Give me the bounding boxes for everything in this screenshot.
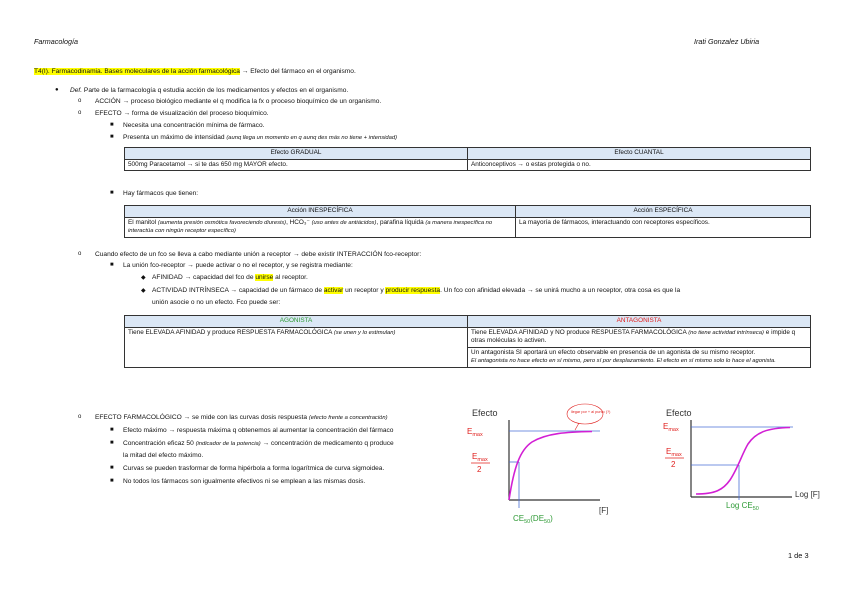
graph1-note-bubble bbox=[567, 404, 603, 424]
graph2-xlabel: Log [F] bbox=[795, 490, 820, 499]
graph1-half-top: $E_{max}$ bbox=[472, 452, 488, 463]
actividad-text-2: unión asocie o no un efecto. Fco puede ser: bbox=[152, 299, 281, 306]
agonista-text: Tiene ELEVADA AFINIDAD y produce RESPUESTA FARMACOLÓGICA bbox=[128, 328, 334, 336]
antagonista-note: (no tiene actividad intrínseca) bbox=[688, 329, 764, 336]
td-especifica: La mayoría de fármacos, interactuando con receptores específicos. bbox=[516, 217, 811, 237]
td-cuantal: Anticonceptivos → o estas protegida o no. bbox=[468, 159, 811, 171]
graph1-ce50: $CE_{50}(DE_{50})$ bbox=[513, 514, 553, 525]
bullet-square: ■ bbox=[110, 478, 114, 484]
graph2-half-bottom: 2 bbox=[671, 460, 676, 469]
ce50-label: Concentración eficaz 50 bbox=[123, 440, 196, 447]
bullet-square: ■ bbox=[110, 134, 114, 140]
hco3: , HCO₃⁻ bbox=[286, 218, 312, 226]
efecto-text: EFECTO → forma de visualización del proceso bioquímico. bbox=[95, 110, 269, 117]
table-gradual-cuantal bbox=[124, 147, 811, 171]
ce50-note: (indicador de la potencia) bbox=[195, 441, 261, 447]
bullet-diamond: ◆ bbox=[141, 288, 146, 294]
graph1-ylabel: Efecto bbox=[472, 408, 498, 418]
efecto-sub2 bbox=[123, 133, 397, 143]
union-text: La unión fco-receptor → puede activar o no el receptor, y se registra mediante: bbox=[123, 262, 353, 269]
efarm-item-1: Efecto máximo → respuesta máxima q obtenemos al aumentar la concentración del fármaco bbox=[123, 427, 394, 434]
table-agonista-antagonista bbox=[124, 315, 811, 368]
page-title bbox=[34, 67, 356, 76]
bullet-square: ■ bbox=[110, 262, 114, 268]
graph2-ce50: Log $CE_{50}$ bbox=[726, 501, 759, 512]
efarm-item-3: Curvas se pueden trasformar de forma hipérbola a forma logarítmica de curva sigmoidea. bbox=[123, 465, 385, 472]
graph2-half-top: $E_{max}$ bbox=[666, 447, 682, 458]
efarm-item-2 bbox=[123, 439, 394, 449]
antagonista-text: Tiene ELEVADA AFINIDAD y NO produce RESPUESTA FARMACOLÓGICA bbox=[471, 328, 689, 336]
graph2-ylabel: Efecto bbox=[666, 408, 692, 418]
th-especifica: Acción ESPECÍFICA bbox=[516, 206, 811, 218]
efarm-main: EFECTO FARMACOLÓGICO → se mide con las curvas dosis respuesta bbox=[95, 414, 309, 421]
th-agonista: AGONISTA bbox=[125, 316, 468, 328]
td-antagonista bbox=[468, 327, 811, 347]
ce50-rest: → concentración de medicamento q produce bbox=[260, 440, 394, 447]
bullet-square: ■ bbox=[110, 427, 114, 433]
efecto-sub2-note: (aunq llega un momento en q aunq des más no tiene + intensidad) bbox=[226, 135, 398, 141]
th-cuantal: Efecto CUANTAL bbox=[468, 148, 811, 160]
actividad-b: un receptor y bbox=[343, 287, 386, 294]
afinidad-b: al receptor. bbox=[273, 274, 308, 281]
efarm-note: (efecto frente a concentración) bbox=[308, 415, 388, 421]
actividad-text bbox=[152, 286, 680, 295]
page-number: 1 de 3 bbox=[788, 551, 809, 560]
afinidad-a: AFINIDAD → capacidad del fco de bbox=[152, 274, 256, 281]
dose-response-sigmoid-graph bbox=[660, 402, 835, 532]
antagonista-obs-note: El antagonista no hace efecto en sí mismo, pero sí por desplazamiento. El efecto en sí mismo solo lo hace el agonista. bbox=[471, 358, 776, 365]
cuando-text: Cuando efecto de un fco se lleva a cabo mediante unión a receptor → debe existir INTERACCIÓN fco-receptor: bbox=[95, 251, 422, 258]
td-inespecifica bbox=[125, 217, 516, 237]
bullet-square: ■ bbox=[110, 440, 114, 446]
graph1-emax: $E_{max}$ bbox=[467, 427, 483, 438]
th-inespecifica: Acción INESPECÍFICA bbox=[125, 206, 516, 218]
definition bbox=[70, 86, 348, 95]
title-highlight: T4(I). Farmacodinamia. Bases moleculares de la acción farmacológica bbox=[34, 68, 240, 75]
graph1-xlabel: [F] bbox=[599, 506, 609, 515]
accion-text: ACCIÓN → proceso biológico mediante el q modifica la fx o proceso bioquímico de un organismo. bbox=[95, 98, 382, 105]
th-gradual: Efecto GRADUAL bbox=[125, 148, 468, 160]
actividad-c: . Un fco con afinidad elevada → se unirá mucho a un receptor, otra cosa es que la bbox=[440, 287, 681, 294]
antagonista-text-b: e impide q otras moléculas lo activen. bbox=[471, 328, 796, 345]
parafina-note: (a manera inespecífica no interactúa con ningún receptor específico) bbox=[128, 219, 493, 235]
bullet-square: ■ bbox=[110, 465, 114, 471]
td-agonista bbox=[125, 327, 468, 367]
graph1-note-text: llegar por + al punto (?) bbox=[571, 410, 611, 414]
afinidad-text bbox=[152, 273, 308, 282]
bullet-square: ■ bbox=[110, 122, 114, 128]
hay-text: Hay fármacos que tienen: bbox=[123, 190, 199, 197]
bullet-diamond: ◆ bbox=[141, 275, 146, 281]
graph2-curve bbox=[696, 428, 790, 495]
manitol: El manitol bbox=[128, 218, 158, 226]
actividad-a: ACTIVIDAD INTRÍNSECA → capacidad de un fármaco de bbox=[152, 287, 324, 294]
td-gradual: 500mg Paracetamol → si te das 650 mg MAYOR efecto. bbox=[125, 159, 468, 171]
def-label: Def. bbox=[70, 87, 83, 94]
efarm-item-2b: la mitad del efecto máximo. bbox=[123, 452, 204, 459]
antagonista-obs: Un antagonista SI aportará un efecto observable en presencia de un agonista de su mismo receptor. bbox=[471, 348, 756, 356]
bullet-circle: o bbox=[78, 110, 82, 116]
actividad-hl1: activar bbox=[323, 287, 344, 294]
title-rest: → Efecto del fármaco en el organismo. bbox=[239, 68, 356, 75]
bullet-circle: o bbox=[78, 414, 82, 420]
table-accion bbox=[124, 205, 811, 238]
hco3-note: (uso antes de antiácidos) bbox=[311, 219, 377, 226]
efarm-item-4: No todos los fármacos son igualmente efectivos ni se emplean a las mismas dosis. bbox=[123, 478, 366, 485]
th-antagonista: ANTAGONISTA bbox=[468, 316, 811, 328]
bullet-dot: ● bbox=[55, 87, 59, 93]
header-subject: Farmacología bbox=[34, 37, 78, 46]
manitol-note: (aumenta presión osmótica favoreciendo diuresis) bbox=[157, 219, 287, 226]
graph1-note-pointer bbox=[575, 423, 579, 430]
bullet-square: ■ bbox=[110, 190, 114, 196]
bullet-circle: o bbox=[78, 98, 82, 104]
efecto-sub2-text: Presenta un máximo de intensidad bbox=[123, 134, 227, 141]
agonista-note: (se unen y lo estimulan) bbox=[333, 329, 396, 336]
actividad-hl2: producir respuesta bbox=[385, 287, 441, 294]
bullet-circle: o bbox=[78, 251, 82, 257]
afinidad-hl: unirse bbox=[255, 274, 274, 281]
efarm-text bbox=[95, 413, 388, 423]
graph1-curve bbox=[509, 432, 592, 501]
parafina: , parafina líquida bbox=[376, 218, 426, 226]
td-antagonista-2 bbox=[468, 347, 811, 367]
graph1-half-bottom: 2 bbox=[477, 465, 482, 474]
efecto-sub1: Necesita una concentración mínima de fármaco. bbox=[123, 122, 265, 129]
def-text: Parte de la farmacología q estudia acción de los medicamentos y efectos en el organismo. bbox=[82, 87, 349, 94]
graph2-emax: $E_{max}$ bbox=[663, 422, 679, 433]
dose-response-hyperbolic-graph bbox=[462, 402, 622, 532]
header-author: Irati Gonzalez Ubiria bbox=[694, 37, 760, 46]
